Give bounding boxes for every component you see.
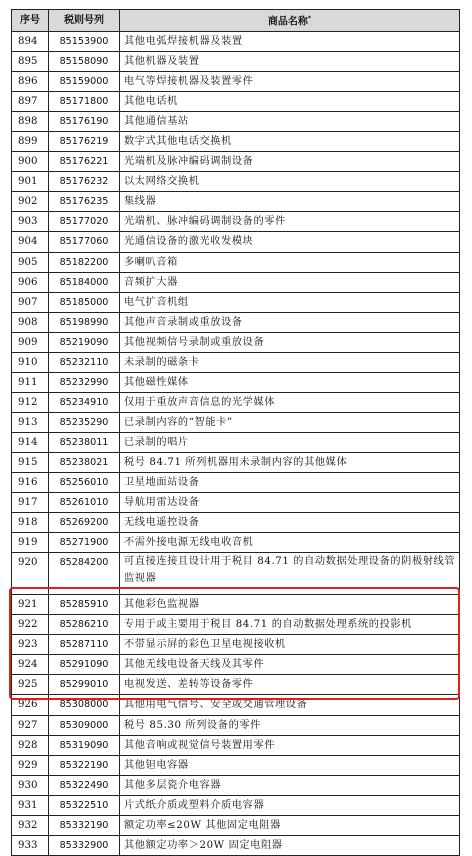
row-seq: 914	[12, 432, 49, 452]
row-code: 85232110	[49, 352, 120, 372]
row-name: 其他音响或视觉信号装置用零件	[120, 735, 460, 755]
row-code: 85319090	[49, 735, 120, 755]
row-name: 专用于或主要用于税目 84.71 的自动数据处理系统的投影机	[120, 615, 460, 635]
row-name: 电视发送、差转等设备零件	[120, 675, 460, 695]
row-seq: 932	[12, 815, 49, 835]
row-name: 导航用雷达设备	[120, 493, 460, 513]
row-seq: 930	[12, 775, 49, 795]
row-code: 85322510	[49, 795, 120, 815]
row-code: 85271900	[49, 533, 120, 553]
table-row	[12, 152, 460, 172]
table-row	[12, 372, 460, 392]
table-row	[12, 493, 460, 513]
row-seq: 895	[12, 52, 49, 72]
row-code: 85299010	[49, 675, 120, 695]
tariff-table-container	[11, 9, 459, 856]
table-row	[12, 615, 460, 635]
row-code: 85291090	[49, 655, 120, 675]
row-name: 可直接连接且设计用于税目 84.71 的自动数据处理设备的阴极射线管监视器	[120, 553, 460, 595]
table-row	[12, 835, 460, 855]
row-name: 其他视频信号录制或重放设备	[120, 332, 460, 352]
table-row	[12, 452, 460, 472]
row-seq: 912	[12, 392, 49, 412]
row-code: 85176232	[49, 172, 120, 192]
table-row	[12, 312, 460, 332]
row-code: 85185000	[49, 292, 120, 312]
row-code: 85176221	[49, 152, 120, 172]
table-row	[12, 412, 460, 432]
row-seq: 923	[12, 635, 49, 655]
row-name: 其他多层瓷介电容器	[120, 775, 460, 795]
row-seq: 922	[12, 615, 49, 635]
table-row	[12, 715, 460, 735]
row-seq: 901	[12, 172, 49, 192]
row-name: 无线电遥控设备	[120, 513, 460, 533]
table-row	[12, 635, 460, 655]
table-row	[12, 52, 460, 72]
row-seq: 928	[12, 735, 49, 755]
row-seq: 927	[12, 715, 49, 735]
table-row	[12, 655, 460, 675]
table-row	[12, 232, 460, 252]
row-name: 以太网络交换机	[120, 172, 460, 192]
row-code: 85158090	[49, 52, 120, 72]
row-name: 片式纸介质或塑料介质电容器	[120, 795, 460, 815]
header-name-label: 商品名称	[267, 16, 308, 28]
row-name: 集线器	[120, 192, 460, 212]
row-seq: 902	[12, 192, 49, 212]
row-name: 其他电弧焊接机器及装置	[120, 32, 460, 52]
row-seq: 907	[12, 292, 49, 312]
row-code: 85177020	[49, 212, 120, 232]
tariff-table	[11, 9, 460, 856]
table-row	[12, 513, 460, 533]
row-name: 税号 84.71 所列机器用未录制内容的其他媒体	[120, 452, 460, 472]
row-name: 光通信设备的激光收发模块	[120, 232, 460, 252]
row-name: 其他用电气信号、安全或交通管理设备	[120, 695, 460, 715]
table-row	[12, 595, 460, 615]
row-name: 卫星地面站设备	[120, 473, 460, 493]
row-seq: 933	[12, 835, 49, 855]
row-code: 85332190	[49, 815, 120, 835]
table-row	[12, 533, 460, 553]
row-code: 85308000	[49, 695, 120, 715]
table-row	[12, 755, 460, 775]
table-row	[12, 172, 460, 192]
table-row	[12, 775, 460, 795]
row-seq: 916	[12, 473, 49, 493]
row-seq: 915	[12, 452, 49, 472]
table-row	[12, 675, 460, 695]
row-seq: 904	[12, 232, 49, 252]
row-seq: 903	[12, 212, 49, 232]
row-seq: 910	[12, 352, 49, 372]
row-name: 其他电话机	[120, 92, 460, 112]
row-code: 85232990	[49, 372, 120, 392]
row-code: 85176235	[49, 192, 120, 212]
header-code: 税则号列	[49, 10, 120, 32]
row-seq: 896	[12, 72, 49, 92]
table-row	[12, 252, 460, 272]
row-seq: 931	[12, 795, 49, 815]
table-row	[12, 92, 460, 112]
row-seq: 926	[12, 695, 49, 715]
table-body	[12, 32, 460, 856]
row-code: 85198990	[49, 312, 120, 332]
header-name-mark: *	[307, 15, 312, 23]
row-name: 已录制内容的“智能卡”	[120, 412, 460, 432]
row-code: 85219090	[49, 332, 120, 352]
row-name: 其他彩色监视器	[120, 595, 460, 615]
table-row	[12, 392, 460, 412]
row-code: 85234910	[49, 392, 120, 412]
row-seq: 897	[12, 92, 49, 112]
row-code: 85284200	[49, 553, 120, 595]
row-name: 音频扩大器	[120, 272, 460, 292]
table-row	[12, 332, 460, 352]
row-name: 其他钽电容器	[120, 755, 460, 775]
row-seq: 908	[12, 312, 49, 332]
row-code: 85235290	[49, 412, 120, 432]
row-seq: 906	[12, 272, 49, 292]
row-name: 其他通信基站	[120, 112, 460, 132]
table-row	[12, 473, 460, 493]
table-row	[12, 192, 460, 212]
row-code: 85159000	[49, 72, 120, 92]
row-seq: 918	[12, 513, 49, 533]
row-name: 其他磁性媒体	[120, 372, 460, 392]
table-row	[12, 292, 460, 312]
row-code: 85256010	[49, 473, 120, 493]
row-code: 85182200	[49, 252, 120, 272]
row-seq: 909	[12, 332, 49, 352]
row-code: 85285910	[49, 595, 120, 615]
table-row	[12, 32, 460, 52]
header-seq: 序号	[12, 10, 49, 32]
row-name: 其他机器及装置	[120, 52, 460, 72]
row-name: 额定功率≤20W 其他固定电阻器	[120, 815, 460, 835]
row-seq: 917	[12, 493, 49, 513]
row-code: 85177060	[49, 232, 120, 252]
row-code: 85309000	[49, 715, 120, 735]
table-row	[12, 695, 460, 715]
table-row	[12, 795, 460, 815]
row-seq: 894	[12, 32, 49, 52]
row-code: 85322490	[49, 775, 120, 795]
row-seq: 911	[12, 372, 49, 392]
row-code: 85332900	[49, 835, 120, 855]
row-seq: 913	[12, 412, 49, 432]
row-name: 数字式其他电话交换机	[120, 132, 460, 152]
row-seq: 898	[12, 112, 49, 132]
row-name: 不需外接电源无线电收音机	[120, 533, 460, 553]
row-name: 其他额定功率＞20W 固定电阻器	[120, 835, 460, 855]
row-code: 85184000	[49, 272, 120, 292]
table-row	[12, 735, 460, 755]
table-row	[12, 112, 460, 132]
table-row	[12, 212, 460, 232]
row-code: 85269200	[49, 513, 120, 533]
row-code: 85286210	[49, 615, 120, 635]
row-seq: 900	[12, 152, 49, 172]
row-code: 85176190	[49, 112, 120, 132]
row-seq: 920	[12, 553, 49, 595]
row-seq: 929	[12, 755, 49, 775]
row-name: 光端机、脉冲编码调制设备的零件	[120, 212, 460, 232]
table-row	[12, 553, 460, 595]
table-row	[12, 272, 460, 292]
row-seq: 919	[12, 533, 49, 553]
row-name: 其他声音录制或重放设备	[120, 312, 460, 332]
row-code: 85322190	[49, 755, 120, 775]
row-name: 多喇叭音箱	[120, 252, 460, 272]
row-name: 仅用于重放声音信息的光学媒体	[120, 392, 460, 412]
row-name: 光端机及脉冲编码调制设备	[120, 152, 460, 172]
row-name: 电气扩音机组	[120, 292, 460, 312]
row-name: 其他无线电设备天线及其零件	[120, 655, 460, 675]
row-code: 85153900	[49, 32, 120, 52]
row-name: 电气等焊接机器及装置零件	[120, 72, 460, 92]
row-code: 85238021	[49, 452, 120, 472]
table-row	[12, 432, 460, 452]
row-seq: 924	[12, 655, 49, 675]
table-row	[12, 352, 460, 372]
header-name	[120, 10, 460, 32]
row-seq: 925	[12, 675, 49, 695]
row-seq: 905	[12, 252, 49, 272]
row-code: 85171800	[49, 92, 120, 112]
row-code: 85287110	[49, 635, 120, 655]
row-name: 税号 85.30 所列设备的零件	[120, 715, 460, 735]
row-seq: 921	[12, 595, 49, 615]
row-name: 未录制的磁条卡	[120, 352, 460, 372]
table-row	[12, 72, 460, 92]
row-name: 已录制的唱片	[120, 432, 460, 452]
row-seq: 899	[12, 132, 49, 152]
table-row	[12, 815, 460, 835]
row-code: 85176219	[49, 132, 120, 152]
row-name: 不带显示屏的彩色卫星电视接收机	[120, 635, 460, 655]
table-header-row	[12, 10, 460, 32]
row-code: 85261010	[49, 493, 120, 513]
table-row	[12, 132, 460, 152]
row-code: 85238011	[49, 432, 120, 452]
